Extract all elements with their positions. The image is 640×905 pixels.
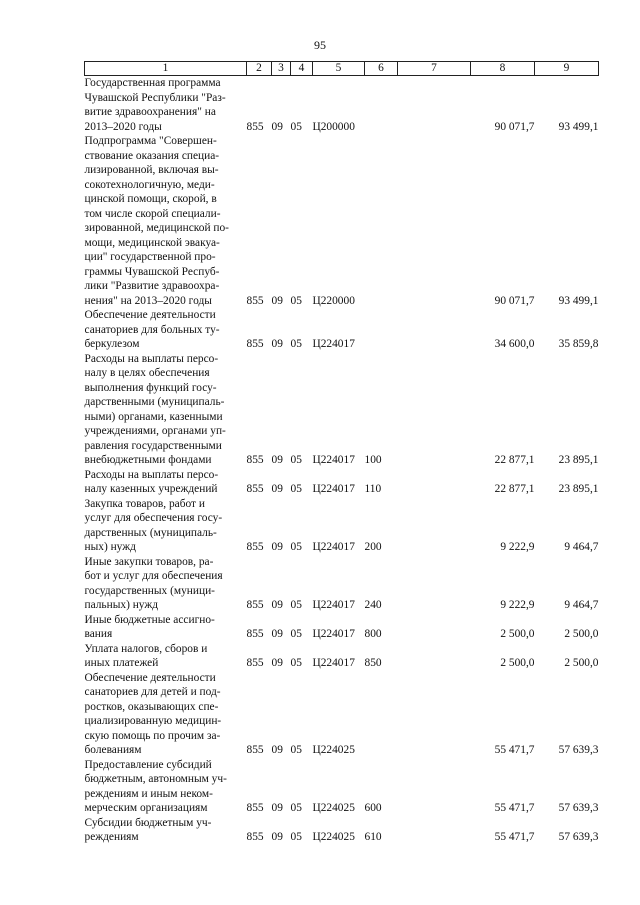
column-7-value: [398, 134, 471, 308]
description-line: услуг для обеспечения госу-: [84, 512, 223, 524]
description-line: лизированной, включая вы-: [84, 164, 219, 176]
table-row: [85, 613, 599, 642]
description-line: граммы Чувашской Респуб-: [84, 265, 220, 278]
description-line: беркулезом: [84, 338, 140, 350]
amount-2017: 93 499,1: [558, 120, 599, 133]
table-row: [85, 497, 599, 555]
target-article-code: Ц224017: [312, 483, 355, 495]
table-row: [85, 816, 599, 845]
section-code: 09: [271, 338, 283, 350]
target-article-code: Ц200000: [312, 120, 355, 133]
section-code: 09: [271, 483, 283, 495]
amount-2017: 23 895,1: [558, 454, 599, 466]
ministry-code: 855: [246, 657, 264, 669]
amount-2016: 22 877,1: [494, 483, 535, 495]
description-line: дарственными (муниципаль-: [84, 396, 225, 408]
expense-type-code: 850: [364, 657, 382, 669]
amount-2017: 57 639,3: [558, 831, 599, 843]
ministry-code: 855: [246, 294, 264, 307]
row-description: [85, 352, 247, 468]
description-line: бот и услуг для обеспечения: [84, 570, 223, 582]
column-7-value: [398, 497, 471, 555]
subsection-code: 05: [290, 657, 302, 669]
expense-type-code: [365, 308, 398, 352]
ministry-code: 855: [246, 338, 264, 350]
row-description: [85, 468, 247, 497]
description-line: ных) нужд: [84, 541, 136, 553]
column-7-value: [398, 816, 471, 845]
expense-type-code: 240: [364, 599, 382, 611]
subsection-code: 05: [290, 338, 302, 350]
table-header-row: [85, 62, 599, 76]
budget-table: [84, 61, 599, 845]
description-line: скую помощь по прочим за-: [84, 729, 221, 742]
description-line: мощи, медицинской эвакуа-: [84, 236, 220, 249]
subsection-code: 05: [290, 599, 302, 611]
expense-type-code: 610: [364, 831, 382, 843]
amount-2017: 35 859,8: [558, 338, 599, 350]
table-row: [85, 76, 599, 135]
ministry-code: 855: [246, 802, 264, 814]
subsection-code: 05: [290, 120, 302, 133]
description-line: ствование оказания специа-: [84, 149, 220, 162]
target-article-code: Ц224025: [312, 744, 355, 756]
amount-2017: 57 639,3: [558, 744, 599, 756]
column-7-value: [398, 76, 471, 135]
description-line: Предоставление субсидий: [84, 758, 212, 771]
section-code: 09: [271, 120, 283, 133]
table-body: [85, 76, 599, 845]
column-header: 3: [272, 62, 291, 76]
description-line: циализированную медицин-: [84, 715, 222, 727]
description-line: Субсидии бюджетным уч-: [84, 816, 212, 829]
description-line: равления государственными: [84, 439, 222, 452]
description-line: Закупка товаров, работ и: [84, 497, 205, 510]
target-article-code: Ц224017: [312, 454, 355, 466]
table-row: [85, 134, 599, 308]
ministry-code: 855: [246, 831, 264, 843]
column-7-value: [398, 555, 471, 613]
description-line: бюджетным, автономным уч-: [84, 773, 227, 785]
subsection-code: 05: [290, 802, 302, 814]
description-line: Расходы на выплаты персо-: [84, 352, 219, 365]
target-article-code: Ц220000: [312, 294, 355, 307]
section-code: 09: [271, 802, 283, 814]
description-line: Обеспечение деятельности: [84, 671, 216, 684]
target-article-code: Ц224017: [312, 628, 355, 640]
column-header: 7: [398, 62, 471, 76]
column-7-value: [398, 613, 471, 642]
column-7-value: [398, 352, 471, 468]
description-line: мерческим организациям: [84, 802, 208, 814]
description-line: пальных) нужд: [84, 599, 159, 611]
amount-2016: 55 471,7: [494, 802, 535, 814]
subsection-code: 05: [290, 541, 302, 553]
description-line: 2013–2020 годы: [84, 120, 162, 133]
expense-type-code: 600: [364, 802, 382, 814]
ministry-code: 855: [246, 120, 264, 133]
amount-2016: 90 071,7: [494, 294, 535, 307]
amount-2016: 55 471,7: [494, 744, 535, 756]
description-line: государственных (муници-: [84, 584, 215, 597]
description-line: налу казенных учреждений: [84, 483, 218, 495]
subsection-code: 05: [290, 454, 302, 466]
amount-2017: 23 895,1: [558, 483, 599, 495]
section-code: 09: [271, 628, 283, 640]
description-line: внебюджетными фондами: [84, 454, 212, 466]
table-row: [85, 671, 599, 758]
amount-2017: 9 464,7: [564, 599, 599, 611]
column-header: 9: [535, 62, 599, 76]
column-7-value: [398, 468, 471, 497]
description-line: нения" на 2013–2020 годы: [84, 294, 212, 307]
description-line: вания: [84, 628, 113, 640]
description-line: санаториев для больных ту-: [84, 323, 220, 336]
column-header: 6: [365, 62, 398, 76]
description-line: болеваниям: [84, 744, 142, 756]
section-code: 09: [271, 599, 283, 611]
description-line: реждениям и иным неком-: [84, 787, 213, 800]
target-article-code: Ц224025: [312, 802, 355, 814]
amount-2017: 9 464,7: [564, 541, 599, 553]
expense-type-code: [365, 76, 398, 135]
row-description: [85, 134, 247, 308]
description-line: ции" государственной про-: [84, 251, 216, 263]
ministry-code: 855: [246, 744, 264, 756]
description-line: налу в целях обеспечения: [84, 367, 210, 379]
row-description: [85, 816, 247, 845]
subsection-code: 05: [290, 483, 302, 495]
amount-2017: 57 639,3: [558, 802, 599, 814]
amount-2016: 90 071,7: [494, 120, 535, 133]
target-article-code: Ц224017: [312, 541, 355, 553]
description-line: Иные бюджетные ассигно-: [84, 613, 215, 626]
target-article-code: Ц224017: [312, 599, 355, 611]
subsection-code: 05: [290, 294, 302, 307]
description-line: дарственных (муниципаль-: [84, 526, 217, 539]
description-line: иных платежей: [84, 657, 159, 669]
expense-type-code: 200: [364, 541, 382, 553]
row-description: [85, 671, 247, 758]
description-line: сокотехнологичную, меди-: [84, 178, 215, 191]
table-row: [85, 468, 599, 497]
description-line: Иные закупки товаров, ра-: [84, 555, 214, 568]
description-line: Подпрограмма "Совершен-: [84, 135, 217, 147]
subsection-code: 05: [290, 744, 302, 756]
description-line: Обеспечение деятельности: [84, 309, 216, 321]
description-line: Уплата налогов, сборов и: [84, 642, 208, 655]
amount-2016: 55 471,7: [494, 831, 535, 843]
amount-2017: 93 499,1: [558, 294, 599, 307]
expense-type-code: 800: [364, 628, 382, 640]
target-article-code: Ц224025: [312, 831, 355, 843]
column-header: 8: [471, 62, 535, 76]
row-description: [85, 613, 247, 642]
description-line: цинской помощи, скорой, в: [84, 193, 217, 205]
column-header: 5: [313, 62, 365, 76]
target-article-code: Ц224017: [312, 657, 355, 669]
description-line: витие здравоохранения" на: [84, 106, 216, 118]
expense-type-code: 100: [364, 454, 382, 466]
description-line: Чувашской Республики "Раз-: [84, 91, 226, 104]
row-description: [85, 76, 247, 135]
description-line: Государственная программа: [84, 77, 221, 89]
column-header: 4: [291, 62, 313, 76]
column-7-value: [398, 642, 471, 671]
table-row: [85, 352, 599, 468]
table-row: [85, 308, 599, 352]
description-line: ными) органами, казенными: [84, 410, 223, 423]
table-row: [85, 642, 599, 671]
target-article-code: Ц224017: [312, 338, 355, 350]
description-line: учреждениями, органами уп-: [84, 425, 226, 437]
description-line: выполнения функций госу-: [84, 381, 217, 394]
amount-2016: 9 222,9: [500, 541, 535, 553]
section-code: 09: [271, 657, 283, 669]
expense-type-code: [365, 134, 398, 308]
subsection-code: 05: [290, 831, 302, 843]
row-description: [85, 308, 247, 352]
amount-2016: 2 500,0: [500, 628, 535, 640]
description-line: том числе скорой специали-: [84, 207, 221, 220]
description-line: зированной, медицинской по-: [84, 222, 229, 234]
row-description: [85, 555, 247, 613]
column-7-value: [398, 671, 471, 758]
amount-2016: 9 222,9: [500, 599, 535, 611]
description-line: санаториев для детей и под-: [84, 686, 221, 698]
ministry-code: 855: [246, 599, 264, 611]
description-line: Расходы на выплаты персо-: [84, 468, 219, 481]
page-number: 95: [314, 38, 326, 52]
section-code: 09: [271, 831, 283, 843]
amount-2017: 2 500,0: [564, 657, 599, 669]
section-code: 09: [271, 744, 283, 756]
subsection-code: 05: [290, 628, 302, 640]
description-line: лики "Развитие здравоохра-: [84, 280, 220, 292]
row-description: [85, 497, 247, 555]
description-line: ростков, оказывающих спе-: [84, 700, 219, 713]
section-code: 09: [271, 454, 283, 466]
ministry-code: 855: [246, 541, 264, 553]
amount-2016: 2 500,0: [500, 657, 535, 669]
expense-type-code: 110: [364, 483, 382, 495]
section-code: 09: [271, 541, 283, 553]
table-row: [85, 758, 599, 816]
column-header: 2: [247, 62, 272, 76]
column-header: 1: [85, 62, 247, 76]
amount-2016: 34 600,0: [494, 338, 535, 350]
column-7-value: [398, 308, 471, 352]
column-7-value: [398, 758, 471, 816]
ministry-code: 855: [246, 454, 264, 466]
amount-2017: 2 500,0: [564, 628, 599, 640]
expense-type-code: [365, 671, 398, 758]
row-description: [85, 642, 247, 671]
row-description: [85, 758, 247, 816]
description-line: реждениям: [84, 831, 139, 843]
ministry-code: 855: [246, 628, 264, 640]
ministry-code: 855: [246, 483, 264, 495]
table-row: [85, 555, 599, 613]
section-code: 09: [271, 294, 283, 307]
amount-2016: 22 877,1: [494, 454, 535, 466]
